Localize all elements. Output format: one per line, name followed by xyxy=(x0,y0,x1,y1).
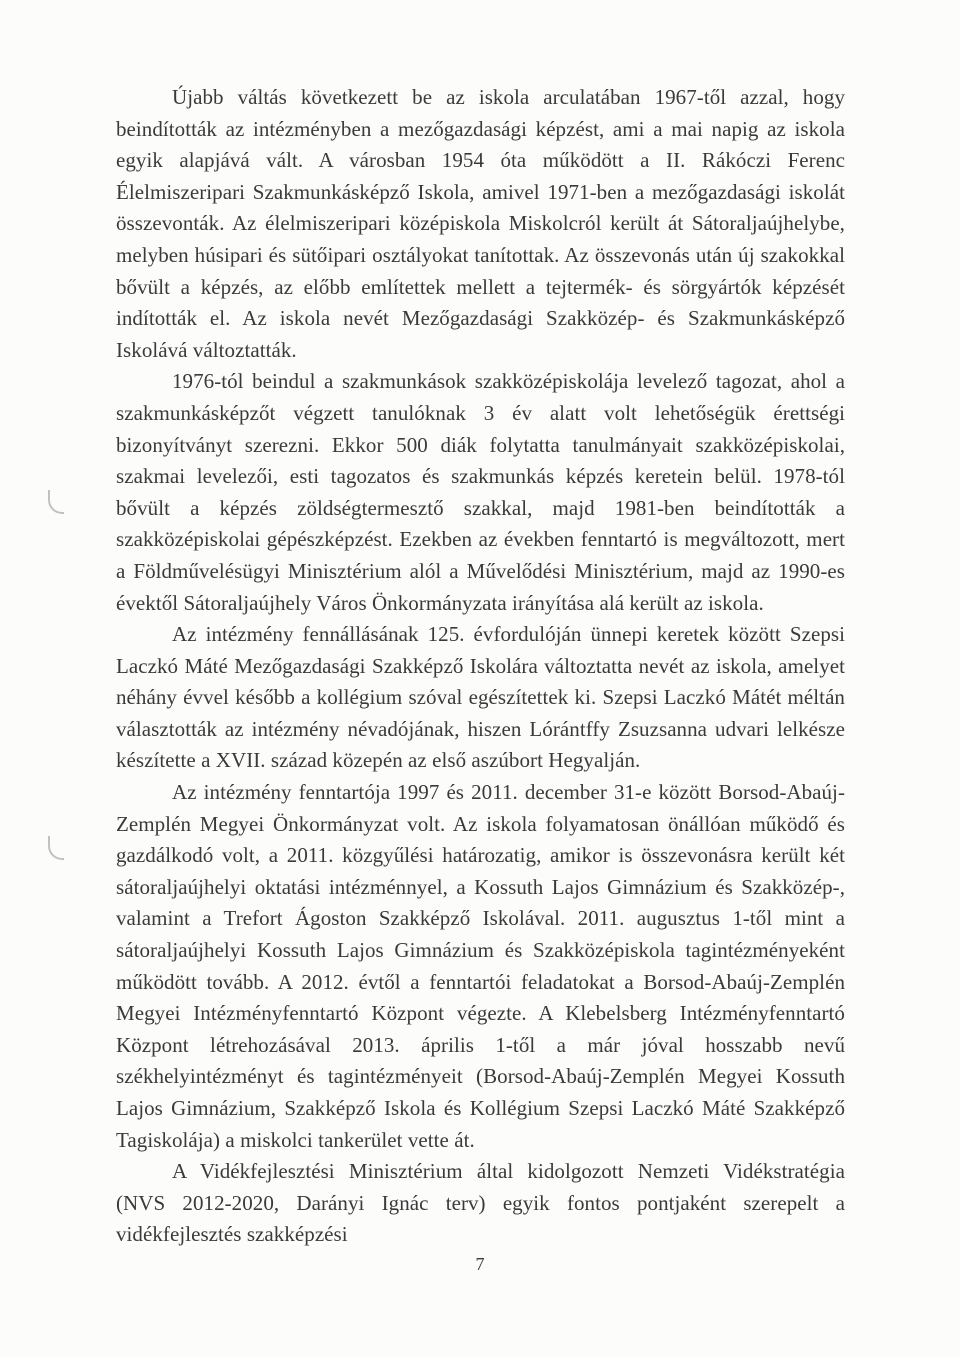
paragraph: 1976-tól beindul a szakmunkások szakközépiskolája levelező tagozat, ahol a szakmunkásképzőt végzett tanulóknak 3 év alatt volt lehetőségük érettségi bizonyítványt szerezni. Ekkor 500 diák folytatta tanulmányait szakközépiskolai, szakmai levelezői, esti tagozatos és szakmunkás képzés keretein belül. 1978-tól bővült a képzés zöldségtermesztő szakkal, majd 1981-ben beindították a szakközépiskolai gépészképzést. Ezekben az években fenntartó is megváltozott, mert a Földművelésügyi Minisztérium alól a Művelődési Minisztérium, majd az 1990-es évektől Sátoraljaújhely Város Önkormányzata irányítása alá került az iskola. xyxy=(116,369,845,615)
paragraph: Az intézmény fennállásának 125. évfordulóján ünnepi keretek között Szepsi Laczkó Máté Mezőgazdasági Szakképző Iskolára változtatta nevét az iskola, amelyet néhány évvel később a kollégium szóval egészítettek ki. Szepsi Laczkó Mátét méltán választották az intézmény névadójának, hiszen Lórántffy Zsuzsanna udvari lelkésze készítette a XVII. század közepén az első aszúbort Hegyalján. xyxy=(116,622,845,773)
paragraph: A Vidékfejlesztési Minisztérium által kidolgozott Nemzeti Vidékstratégia (NVS 2012-2020, Darányi Ignác terv) egyik fontos pontjaként szerepelt a vidékfejlesztés szakképzési xyxy=(116,1159,845,1247)
paragraph: Újabb váltás következett be az iskola arculatában 1967-től azzal, hogy beindították az intézményben a mezőgazdasági képzést, ami a mai napig az iskola egyik alapjává vált. A városban 1954 óta működött a II. Rákóczi Ferenc Élelmiszeripari Szakmunkásképző Iskola, amivel 1971-ben a mezőgazdasági iskolát összevonták. Az élelmiszeripari középiskola Miskolcról került át Sátoraljaújhelybe, melyben húsipari és sütőipari osztályokat tanítottak. Az összevonás után új szakokkal bővült a képzés, az előbb említettek mellett a tejtermék- és sörgyártók képzését indították el. Az iskola nevét Mezőgazdasági Szakközép- és Szakmunkásképző Iskolává változtatták. xyxy=(116,85,845,362)
scan-mark xyxy=(48,836,64,860)
paragraph: Az intézmény fenntartója 1997 és 2011. december 31-e között Borsod-Abaúj-Zemplén Megyei Önkormányzat volt. Az iskola folyamatosan önállóan működő és gazdálkodó volt, a 2011. közgyűlési határozatig, amikor is összevonásra került két sátoraljaújhelyi oktatási intézménnyel, a Kossuth Lajos Gimnázium és Szakközép-, valamint a Trefort Ágoston Szakképző Iskolával. 2011. augusztus 1-től mint a sátoraljaújhelyi Kossuth Lajos Gimnázium és Szakközépiskola tagintézményeként működött tovább. A 2012. évtől a fenntartói feladatokat a Borsod-Abaúj-Zemplén Megyei Intézményfenntartó Központ végezte. A Klebelsberg Intézményfenntartó Központ létrehozásával 2013. április 1-től a már jóval hosszabb nevű székhelyintézményt és tagintézményeit (Borsod-Abaúj-Zemplén Megyei Kossuth Lajos Gimnázium, Szakképző Iskola és Kollégium Szepsi Laczkó Máté Szakképző Tagiskolája) a miskolci tankerület vette át. xyxy=(116,780,845,1152)
body-text xyxy=(116,82,845,1251)
page-number: 7 xyxy=(475,1254,485,1274)
scan-mark xyxy=(48,490,64,514)
